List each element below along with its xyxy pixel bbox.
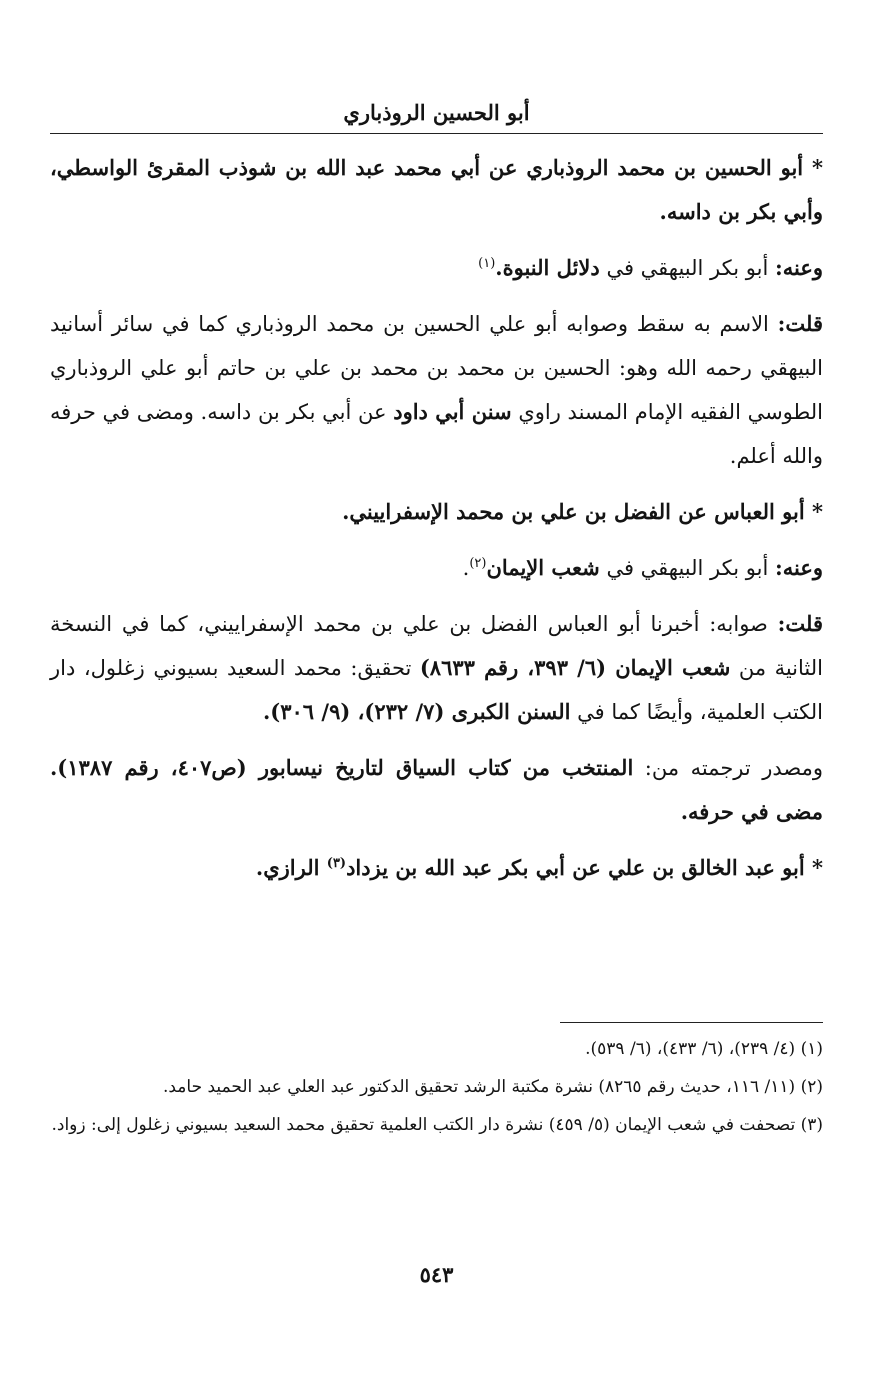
note-text: عن أبي بكر بن داسه. ومضى في حرفه والله أعلم. xyxy=(50,400,823,468)
entry-1-narrator xyxy=(50,246,823,290)
book-title: السنن الكبرى (٧/ ٢٣٢)، (٩/ ٣٠٦). xyxy=(263,699,571,724)
period: . xyxy=(462,556,470,580)
note-text: الاسم به سقط وصوابه أبو علي الحسين بن محمد الروذباري كما في سائر أسانيد البيهقي رحمه الله وهو: الحسين بن محمد بن محمد بن علي بن حاتم أبو علي الروذباري الطوسي الفقيه الإمام المسند راوي xyxy=(50,312,823,424)
book-title: سنن أبي داود xyxy=(393,399,512,424)
footnote-rule xyxy=(560,1022,823,1023)
note-2 xyxy=(50,602,823,734)
entry-2: * أبو العباس عن الفضل بن علي بن محمد الإسفراييني. xyxy=(342,499,823,524)
note-text: تحقيق: محمد السعيد بسيوني زغلول، دار الكتب العلمية، وأيضًا كما في xyxy=(50,656,823,724)
entry-2-narrator xyxy=(50,546,823,590)
header-rule xyxy=(50,133,823,134)
wanhu-label: وعنه: xyxy=(774,255,823,280)
entry-3-text: * أبو عبد الخالق بن علي عن أبي بكر عبد الله بن يزداد xyxy=(346,855,823,880)
footnote-1: (١) (٤/ ٢٣٩)، (٦/ ٤٣٣)، (٦/ ٥٣٩). xyxy=(585,1039,823,1059)
entry-3 xyxy=(50,846,823,890)
book-title: المنتخب من كتاب السياق لتاريخ نيسابور (ص٤٠٧، رقم ١٣٨٧). مضى في حرفه. xyxy=(50,755,823,824)
book-title: شعب الإيمان (٦/ ٣٩٣، رقم ٨٦٣٣) xyxy=(419,655,731,680)
wanhu-label: وعنه: xyxy=(774,555,823,580)
footnotes xyxy=(50,1032,823,1146)
source-label: ومصدر ترجمته من: xyxy=(633,756,823,780)
qultu-label: قلت: xyxy=(777,311,823,336)
narrator-text: أبو بكر البيهقي في xyxy=(599,556,775,580)
footnote-marker-3: (٣) xyxy=(326,856,347,871)
narrator-text: أبو بكر البيهقي في xyxy=(599,256,775,280)
note-text: صوابه: أخبرنا أبو العباس الفضل بن علي بن محمد الإسفراييني، كما في النسخة الثانية من xyxy=(50,612,823,680)
book-title: دلائل النبوة. xyxy=(495,255,600,280)
source-note xyxy=(50,746,823,834)
entry-1: * أبو الحسين بن محمد الروذباري عن أبي محمد عبد الله بن شوذب المقرئ الواسطي، وأبي بكر بن داسه. xyxy=(50,155,824,224)
note-1 xyxy=(50,302,823,478)
main-text xyxy=(50,146,823,890)
entry-3-text: الرازي. xyxy=(255,855,327,880)
footnote-marker-2: (٢) xyxy=(469,556,487,571)
running-header: أبو الحسين الروذباري xyxy=(343,100,530,125)
footnote-marker-1: (١) xyxy=(478,256,496,271)
footnote-2: (٢) (١١/ ١١٦، حديث رقم ٨٢٦٥) نشرة مكتبة الرشد تحقيق الدكتور عبد العلي عبد الحميد حامد. xyxy=(162,1077,823,1097)
qultu-label: قلت: xyxy=(777,611,824,636)
page-number: ٥٤٣ xyxy=(419,1262,454,1287)
footnote-3: (٣) تصحفت في شعب الإيمان (٥/ ٤٥٩) نشرة دار الكتب العلمية تحقيق محمد السعيد بسيوني زغلول إلى: زواد. xyxy=(51,1115,823,1135)
book-title: شعب الإيمان xyxy=(486,555,600,580)
